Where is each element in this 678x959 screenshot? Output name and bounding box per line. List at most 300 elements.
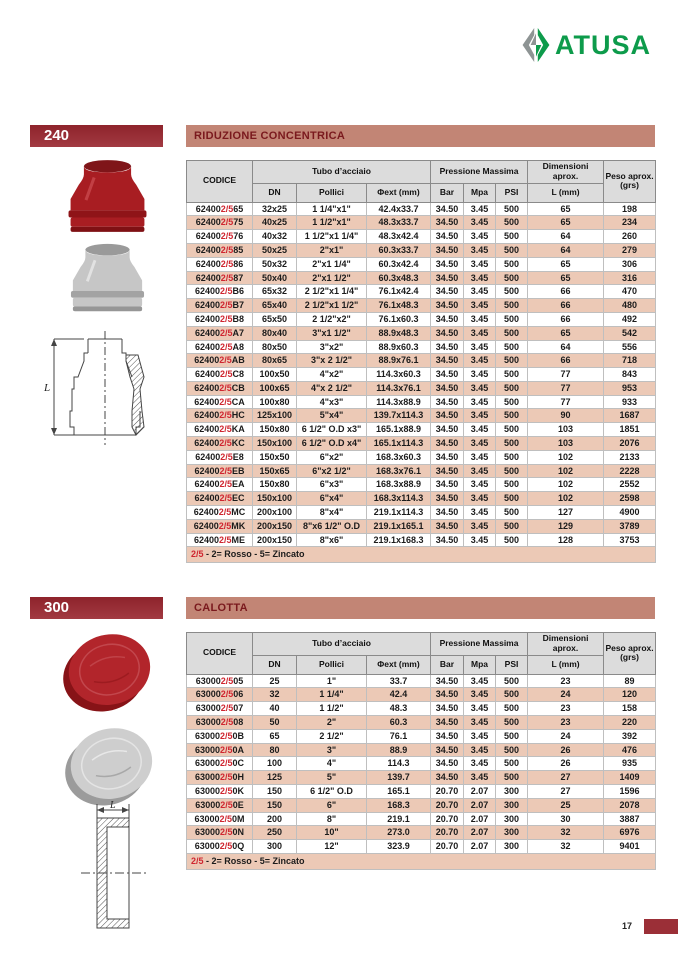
- data-cell: 219.1: [367, 812, 431, 826]
- col-group-tubo: Tubo d’acciaio: [253, 161, 431, 184]
- data-cell: 34.50: [431, 533, 464, 547]
- data-cell: 89: [604, 674, 656, 688]
- data-cell: 50x25: [253, 243, 297, 257]
- codice-cell: 624002/5A8: [187, 340, 253, 354]
- data-cell: 2598: [604, 492, 656, 506]
- data-cell: 150x100: [253, 437, 297, 451]
- col-header-mpa: Mpa: [464, 183, 496, 202]
- data-cell: 168.3: [367, 798, 431, 812]
- data-cell: 3.45: [464, 506, 496, 520]
- data-cell: 20.70: [431, 826, 464, 840]
- col-header-pollici: Pollici: [297, 183, 367, 202]
- table-row: [187, 771, 656, 785]
- codice-cell: 630002/50E: [187, 798, 253, 812]
- col-group-tubo: Tubo d’acciaio: [253, 633, 431, 656]
- data-cell: 20.70: [431, 798, 464, 812]
- codice-cell: 624002/5EC: [187, 492, 253, 506]
- data-cell: 102: [528, 464, 604, 478]
- data-cell: 300: [253, 840, 297, 854]
- page-number: 17: [622, 921, 633, 931]
- data-cell: 250: [253, 826, 297, 840]
- codice-cell: 630002/50C: [187, 757, 253, 771]
- data-cell: 500: [496, 202, 528, 216]
- data-cell: 139.7x114.3: [367, 409, 431, 423]
- data-cell: 3.45: [464, 492, 496, 506]
- data-cell: 34.50: [431, 715, 464, 729]
- data-cell: 65: [528, 216, 604, 230]
- data-cell: 34.50: [431, 437, 464, 451]
- col-header-l: L (mm): [528, 655, 604, 674]
- data-cell: 2.07: [464, 798, 496, 812]
- data-cell: 4"x3": [297, 395, 367, 409]
- data-cell: 2076: [604, 437, 656, 451]
- data-cell: 102: [528, 450, 604, 464]
- data-cell: 34.50: [431, 271, 464, 285]
- codice-cell: 624002/5ME: [187, 533, 253, 547]
- data-cell: 65: [253, 729, 297, 743]
- table-row: [187, 243, 656, 257]
- data-cell: 3.45: [464, 299, 496, 313]
- data-cell: 3.45: [464, 202, 496, 216]
- data-cell: 150x80: [253, 478, 297, 492]
- data-cell: 480: [604, 299, 656, 313]
- data-cell: 76.1: [367, 729, 431, 743]
- data-cell: 34.50: [431, 519, 464, 533]
- data-cell: 5": [297, 771, 367, 785]
- codice-cell: 624002/5KA: [187, 423, 253, 437]
- codice-cell: 630002/50Q: [187, 840, 253, 854]
- data-cell: 2"x1 1/4": [297, 257, 367, 271]
- data-cell: 158: [604, 702, 656, 716]
- table-row: [187, 674, 656, 688]
- data-cell: 3.45: [464, 243, 496, 257]
- col-header-phiext: Φext (mm): [367, 655, 431, 674]
- table-row: [187, 798, 656, 812]
- data-cell: 542: [604, 326, 656, 340]
- product-photo-reducer-red: [50, 157, 165, 237]
- data-cell: 500: [496, 271, 528, 285]
- data-cell: 6": [297, 798, 367, 812]
- data-cell: 476: [604, 743, 656, 757]
- data-cell: 65x40: [253, 299, 297, 313]
- data-cell: 3.45: [464, 340, 496, 354]
- data-cell: 25: [528, 798, 604, 812]
- data-cell: 100x80: [253, 395, 297, 409]
- data-cell: 23: [528, 702, 604, 716]
- data-cell: 500: [496, 771, 528, 785]
- brand-name: ATUSA: [555, 29, 651, 60]
- data-cell: 34.50: [431, 702, 464, 716]
- data-cell: 279: [604, 243, 656, 257]
- data-cell: 2"x1": [297, 243, 367, 257]
- data-cell: 6"x3": [297, 478, 367, 492]
- technical-drawing-reducer: [40, 315, 170, 455]
- data-cell: 2.07: [464, 840, 496, 854]
- data-cell: 127: [528, 506, 604, 520]
- data-cell: 103: [528, 437, 604, 451]
- data-cell: 8"x6": [297, 533, 367, 547]
- data-cell: 273.0: [367, 826, 431, 840]
- data-cell: 34.50: [431, 409, 464, 423]
- data-cell: 500: [496, 688, 528, 702]
- data-cell: 3.45: [464, 464, 496, 478]
- data-cell: 3753: [604, 533, 656, 547]
- data-cell: 3"x2": [297, 340, 367, 354]
- riduzione-table: [186, 160, 656, 563]
- data-cell: 60.3x33.7: [367, 243, 431, 257]
- table-row: [187, 840, 656, 854]
- codice-cell: 624002/5B6: [187, 285, 253, 299]
- data-cell: 220: [604, 715, 656, 729]
- data-cell: 219.1x168.3: [367, 533, 431, 547]
- data-cell: 102: [528, 492, 604, 506]
- codice-cell: 630002/50K: [187, 784, 253, 798]
- data-cell: 6976: [604, 826, 656, 840]
- data-cell: 2 1/2"x1 1/2": [297, 299, 367, 313]
- data-cell: 6"x2 1/2": [297, 464, 367, 478]
- data-cell: 4": [297, 757, 367, 771]
- codice-cell: 630002/50M: [187, 812, 253, 826]
- table-row: [187, 437, 656, 451]
- data-cell: 300: [496, 812, 528, 826]
- data-cell: 3.45: [464, 757, 496, 771]
- data-cell: 66: [528, 354, 604, 368]
- codice-cell: 630002/506: [187, 688, 253, 702]
- data-cell: 500: [496, 519, 528, 533]
- data-cell: 3"x 2 1/2": [297, 354, 367, 368]
- data-cell: 300: [496, 798, 528, 812]
- data-cell: 34.50: [431, 478, 464, 492]
- data-cell: 34.50: [431, 757, 464, 771]
- data-cell: 76.1x42.4: [367, 285, 431, 299]
- data-cell: 3.45: [464, 519, 496, 533]
- data-cell: 500: [496, 230, 528, 244]
- data-cell: 3.45: [464, 771, 496, 785]
- data-cell: 316: [604, 271, 656, 285]
- col-group-dimensioni: Dimensioni aprox.: [528, 633, 604, 656]
- data-cell: 6 1/2" O.D x4": [297, 437, 367, 451]
- data-cell: 198: [604, 202, 656, 216]
- data-cell: 500: [496, 464, 528, 478]
- data-cell: 34.50: [431, 464, 464, 478]
- data-cell: 77: [528, 368, 604, 382]
- table-row: [187, 271, 656, 285]
- data-cell: 1": [297, 674, 367, 688]
- data-cell: 2"x1 1/2": [297, 271, 367, 285]
- data-cell: 3.45: [464, 450, 496, 464]
- data-cell: 500: [496, 285, 528, 299]
- data-cell: 20.70: [431, 812, 464, 826]
- dimension-label-L: L: [110, 800, 116, 811]
- data-cell: 100x65: [253, 381, 297, 395]
- data-cell: 34.50: [431, 450, 464, 464]
- codice-cell: 624002/5C8: [187, 368, 253, 382]
- table-row: [187, 409, 656, 423]
- data-cell: 1409: [604, 771, 656, 785]
- data-cell: 80x40: [253, 326, 297, 340]
- table-row: [187, 757, 656, 771]
- codice-cell: 624002/587: [187, 271, 253, 285]
- data-cell: 26: [528, 743, 604, 757]
- table-row: [187, 299, 656, 313]
- data-cell: 500: [496, 216, 528, 230]
- data-cell: 2078: [604, 798, 656, 812]
- data-cell: 27: [528, 771, 604, 785]
- data-cell: 34.50: [431, 395, 464, 409]
- data-cell: 42.4: [367, 688, 431, 702]
- data-cell: 3.45: [464, 257, 496, 271]
- data-cell: 500: [496, 715, 528, 729]
- data-cell: 165.1x114.3: [367, 437, 431, 451]
- codice-cell: 624002/5AB: [187, 354, 253, 368]
- data-cell: 1851: [604, 423, 656, 437]
- table-row: [187, 519, 656, 533]
- data-cell: 34.50: [431, 299, 464, 313]
- data-cell: 6 1/2" O.D x3": [297, 423, 367, 437]
- codice-cell: 624002/5B7: [187, 299, 253, 313]
- data-cell: 260: [604, 230, 656, 244]
- data-cell: 60.3x42.4: [367, 257, 431, 271]
- data-cell: 1596: [604, 784, 656, 798]
- data-cell: 77: [528, 381, 604, 395]
- data-cell: 125x100: [253, 409, 297, 423]
- technical-drawing-cap: [75, 800, 155, 938]
- table-row: [187, 423, 656, 437]
- data-cell: 3.45: [464, 533, 496, 547]
- data-cell: 500: [496, 409, 528, 423]
- table-row: [187, 743, 656, 757]
- table-row: [187, 257, 656, 271]
- dimension-label-L: L: [44, 382, 51, 394]
- data-cell: 23: [528, 715, 604, 729]
- codice-cell: 624002/5HC: [187, 409, 253, 423]
- table-row: [187, 729, 656, 743]
- data-cell: 200: [253, 812, 297, 826]
- codice-cell: 624002/586: [187, 257, 253, 271]
- data-cell: 34.50: [431, 230, 464, 244]
- codice-cell: 630002/50H: [187, 771, 253, 785]
- data-cell: 2.07: [464, 784, 496, 798]
- data-cell: 200x100: [253, 506, 297, 520]
- data-cell: 32: [528, 826, 604, 840]
- data-cell: 4"x2": [297, 368, 367, 382]
- data-cell: 3.45: [464, 688, 496, 702]
- data-cell: 500: [496, 423, 528, 437]
- data-cell: 500: [496, 533, 528, 547]
- data-cell: 500: [496, 492, 528, 506]
- data-cell: 3.45: [464, 743, 496, 757]
- data-cell: 165.1x88.9: [367, 423, 431, 437]
- data-cell: 9401: [604, 840, 656, 854]
- data-cell: 33.7: [367, 674, 431, 688]
- table-row: [187, 368, 656, 382]
- table-row: [187, 826, 656, 840]
- data-cell: 32: [253, 688, 297, 702]
- data-cell: 953: [604, 381, 656, 395]
- product-photo-cap-red: [58, 628, 158, 716]
- data-cell: 392: [604, 729, 656, 743]
- data-cell: 34.50: [431, 354, 464, 368]
- data-cell: 6"x4": [297, 492, 367, 506]
- atusa-diamond-icon: [522, 28, 550, 62]
- data-cell: 60.3x48.3: [367, 271, 431, 285]
- data-cell: 8"x4": [297, 506, 367, 520]
- table-row: [187, 202, 656, 216]
- data-cell: 3.45: [464, 395, 496, 409]
- data-cell: 24: [528, 729, 604, 743]
- table-row: [187, 381, 656, 395]
- codice-cell: 624002/5EA: [187, 478, 253, 492]
- color-code-footnote: 2/5 - 2= Rosso - 5= Zincato: [187, 547, 656, 563]
- data-cell: 64: [528, 340, 604, 354]
- codice-cell: 624002/576: [187, 230, 253, 244]
- data-cell: 50x40: [253, 271, 297, 285]
- data-cell: 500: [496, 354, 528, 368]
- data-cell: 10": [297, 826, 367, 840]
- data-cell: 300: [496, 826, 528, 840]
- col-group-pressione: Pressione Massima: [431, 161, 528, 184]
- data-cell: 66: [528, 312, 604, 326]
- data-cell: 4"x 2 1/2": [297, 381, 367, 395]
- data-cell: 500: [496, 326, 528, 340]
- data-cell: 4900: [604, 506, 656, 520]
- data-cell: 3887: [604, 812, 656, 826]
- col-header-codice: CODICE: [187, 633, 253, 675]
- table-row: [187, 285, 656, 299]
- data-cell: 48.3: [367, 702, 431, 716]
- data-cell: 500: [496, 381, 528, 395]
- table-row: [187, 533, 656, 547]
- data-cell: 80: [253, 743, 297, 757]
- data-cell: 3.45: [464, 326, 496, 340]
- data-cell: 2 1/2"x2": [297, 312, 367, 326]
- codice-cell: 624002/5MK: [187, 519, 253, 533]
- data-cell: 3.45: [464, 729, 496, 743]
- data-cell: 1 1/4"x1": [297, 202, 367, 216]
- data-cell: 2 1/2"x1 1/4": [297, 285, 367, 299]
- data-cell: 65x50: [253, 312, 297, 326]
- data-cell: 40x25: [253, 216, 297, 230]
- data-cell: 718: [604, 354, 656, 368]
- data-cell: 3.45: [464, 423, 496, 437]
- data-cell: 34.50: [431, 285, 464, 299]
- table-row: [187, 395, 656, 409]
- data-cell: 500: [496, 478, 528, 492]
- data-cell: 34.50: [431, 340, 464, 354]
- data-cell: 2": [297, 715, 367, 729]
- data-cell: 500: [496, 257, 528, 271]
- data-cell: 100: [253, 757, 297, 771]
- col-header-dn: DN: [253, 183, 297, 202]
- data-cell: 6"x2": [297, 450, 367, 464]
- data-cell: 6 1/2" O.D: [297, 784, 367, 798]
- data-cell: 34.50: [431, 312, 464, 326]
- data-cell: 90: [528, 409, 604, 423]
- data-cell: 34.50: [431, 674, 464, 688]
- table-row: [187, 715, 656, 729]
- codice-cell: 624002/5B8: [187, 312, 253, 326]
- data-cell: 3.45: [464, 271, 496, 285]
- data-cell: 34.50: [431, 326, 464, 340]
- data-cell: 65: [528, 271, 604, 285]
- col-header-phiext: Φext (mm): [367, 183, 431, 202]
- data-cell: 100x50: [253, 368, 297, 382]
- data-cell: 30: [528, 812, 604, 826]
- section-title-riduzione: RIDUZIONE CONCENTRICA: [186, 125, 655, 147]
- product-photo-reducer-galvanized: [53, 241, 162, 316]
- table-row: [187, 702, 656, 716]
- codice-cell: 624002/5EB: [187, 464, 253, 478]
- data-cell: 3": [297, 743, 367, 757]
- data-cell: 34.50: [431, 423, 464, 437]
- data-cell: 1 1/4": [297, 688, 367, 702]
- data-cell: 114.3x60.3: [367, 368, 431, 382]
- data-cell: 500: [496, 702, 528, 716]
- data-cell: 42.4x33.7: [367, 202, 431, 216]
- codice-cell: 624002/575: [187, 216, 253, 230]
- data-cell: 88.9: [367, 743, 431, 757]
- data-cell: 60.3: [367, 715, 431, 729]
- data-cell: 470: [604, 285, 656, 299]
- product-photo-cap-galvanized: [60, 722, 160, 810]
- data-cell: 200x150: [253, 519, 297, 533]
- data-cell: 34.50: [431, 506, 464, 520]
- calotta-table: [186, 632, 656, 870]
- col-group-pressione: Pressione Massima: [431, 633, 528, 656]
- data-cell: 48.3x33.7: [367, 216, 431, 230]
- section-badge-240: 240: [30, 125, 163, 147]
- data-cell: 168.3x88.9: [367, 478, 431, 492]
- codice-cell: 624002/565: [187, 202, 253, 216]
- codice-cell: 630002/50B: [187, 729, 253, 743]
- data-cell: 66: [528, 299, 604, 313]
- data-cell: 3.45: [464, 354, 496, 368]
- data-cell: 3.45: [464, 478, 496, 492]
- data-cell: 34.50: [431, 771, 464, 785]
- data-cell: 2552: [604, 478, 656, 492]
- data-cell: 103: [528, 423, 604, 437]
- atusa-logo: [522, 28, 651, 62]
- data-cell: 935: [604, 757, 656, 771]
- col-header-pollici: Pollici: [297, 655, 367, 674]
- data-cell: 3.45: [464, 381, 496, 395]
- data-cell: 150x80: [253, 423, 297, 437]
- col-group-dimensioni: Dimensioni aprox.: [528, 161, 604, 184]
- data-cell: 50x32: [253, 257, 297, 271]
- data-cell: 556: [604, 340, 656, 354]
- table-row: [187, 340, 656, 354]
- data-cell: 1 1/2"x1": [297, 216, 367, 230]
- data-cell: 34.50: [431, 368, 464, 382]
- data-cell: 843: [604, 368, 656, 382]
- table-row: [187, 492, 656, 506]
- data-cell: 34.50: [431, 216, 464, 230]
- data-cell: 88.9x60.3: [367, 340, 431, 354]
- data-cell: 150x65: [253, 464, 297, 478]
- data-cell: 80x50: [253, 340, 297, 354]
- table-row: [187, 812, 656, 826]
- data-cell: 3.45: [464, 285, 496, 299]
- data-cell: 200x150: [253, 533, 297, 547]
- col-header-peso: Peso aprox. (grs): [604, 161, 656, 203]
- data-cell: 500: [496, 450, 528, 464]
- data-cell: 300: [496, 840, 528, 854]
- data-cell: 323.9: [367, 840, 431, 854]
- data-cell: 1 1/2"x1 1/4": [297, 230, 367, 244]
- col-header-mpa: Mpa: [464, 655, 496, 674]
- footer-bar: [644, 919, 678, 934]
- data-cell: 80x65: [253, 354, 297, 368]
